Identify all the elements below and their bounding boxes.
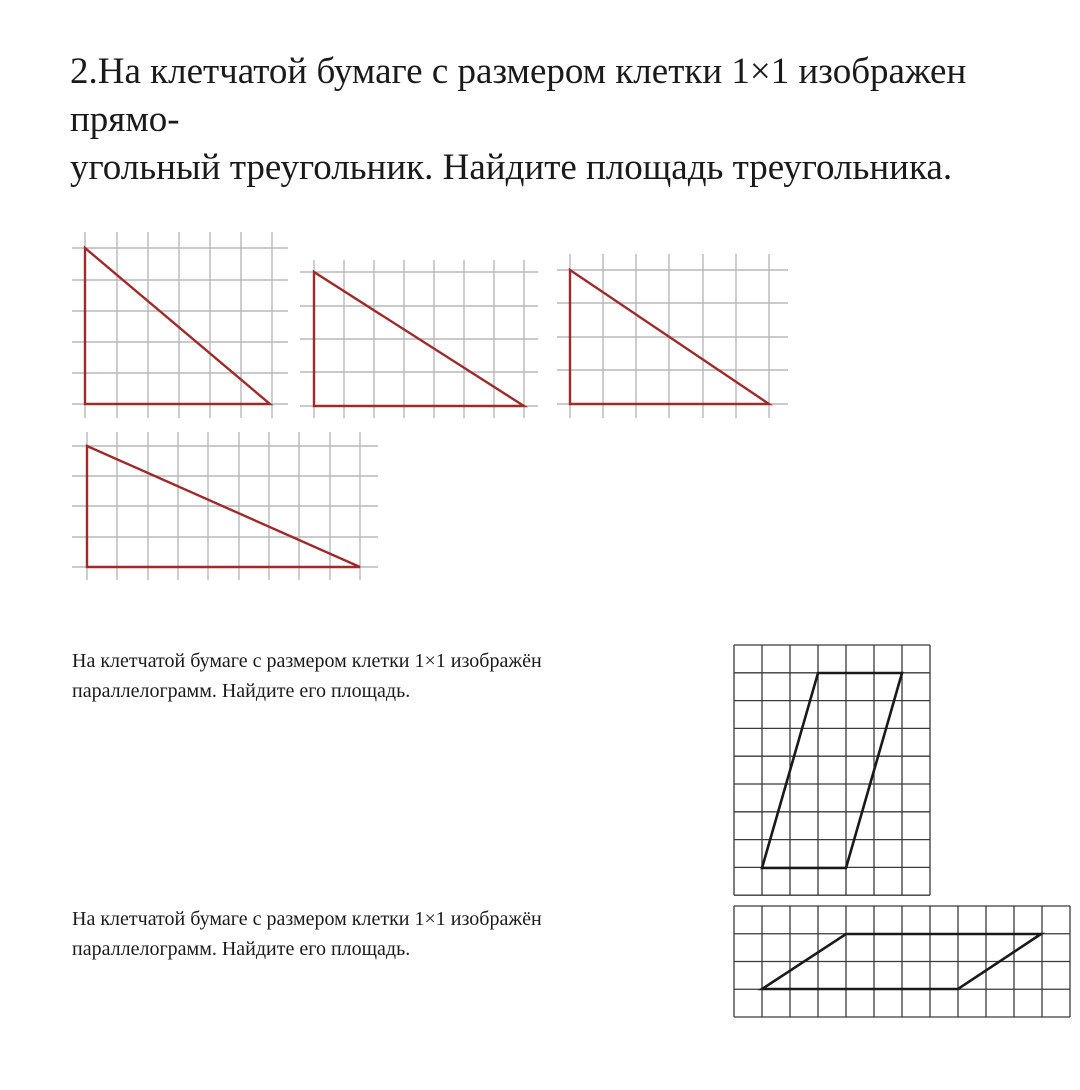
triangle-figure-3	[555, 252, 790, 420]
parallelogram-task-2-line-1: На клетчатой бумаге с размером клетки 1×1 изображён	[72, 908, 542, 930]
problem-2-line-1: 2.На клетчатой бумаге с размером клетки 1×1 изображен	[70, 51, 967, 92]
parallelogram-task-1-line-1: На клетчатой бумаге с размером клетки 1×1 изображён	[72, 650, 542, 672]
parallelogram-task-1-text	[72, 646, 712, 706]
parallelogram-task-1-line-2: параллелограмм. Найдите его площадь.	[72, 680, 411, 702]
triangle-figure-1	[70, 230, 290, 420]
parallelogram-task-2-line-2: параллелограмм. Найдите его площадь.	[72, 938, 411, 960]
parallelogram-figure-1	[730, 640, 935, 898]
problem-2-heading	[70, 48, 1060, 192]
problem-2-line-2: прямо-	[70, 99, 180, 140]
parallelogram-1-shape	[762, 673, 902, 868]
problem-2-line-3: угольный треугольник. Найдите площадь треугольника.	[70, 147, 953, 188]
triangle-figure-4	[70, 430, 380, 580]
parallelogram-task-2-text	[72, 904, 712, 964]
parallelogram-figure-2	[730, 902, 1075, 1024]
triangle-figure-2	[300, 258, 540, 420]
triangle-1-shape	[85, 248, 270, 404]
